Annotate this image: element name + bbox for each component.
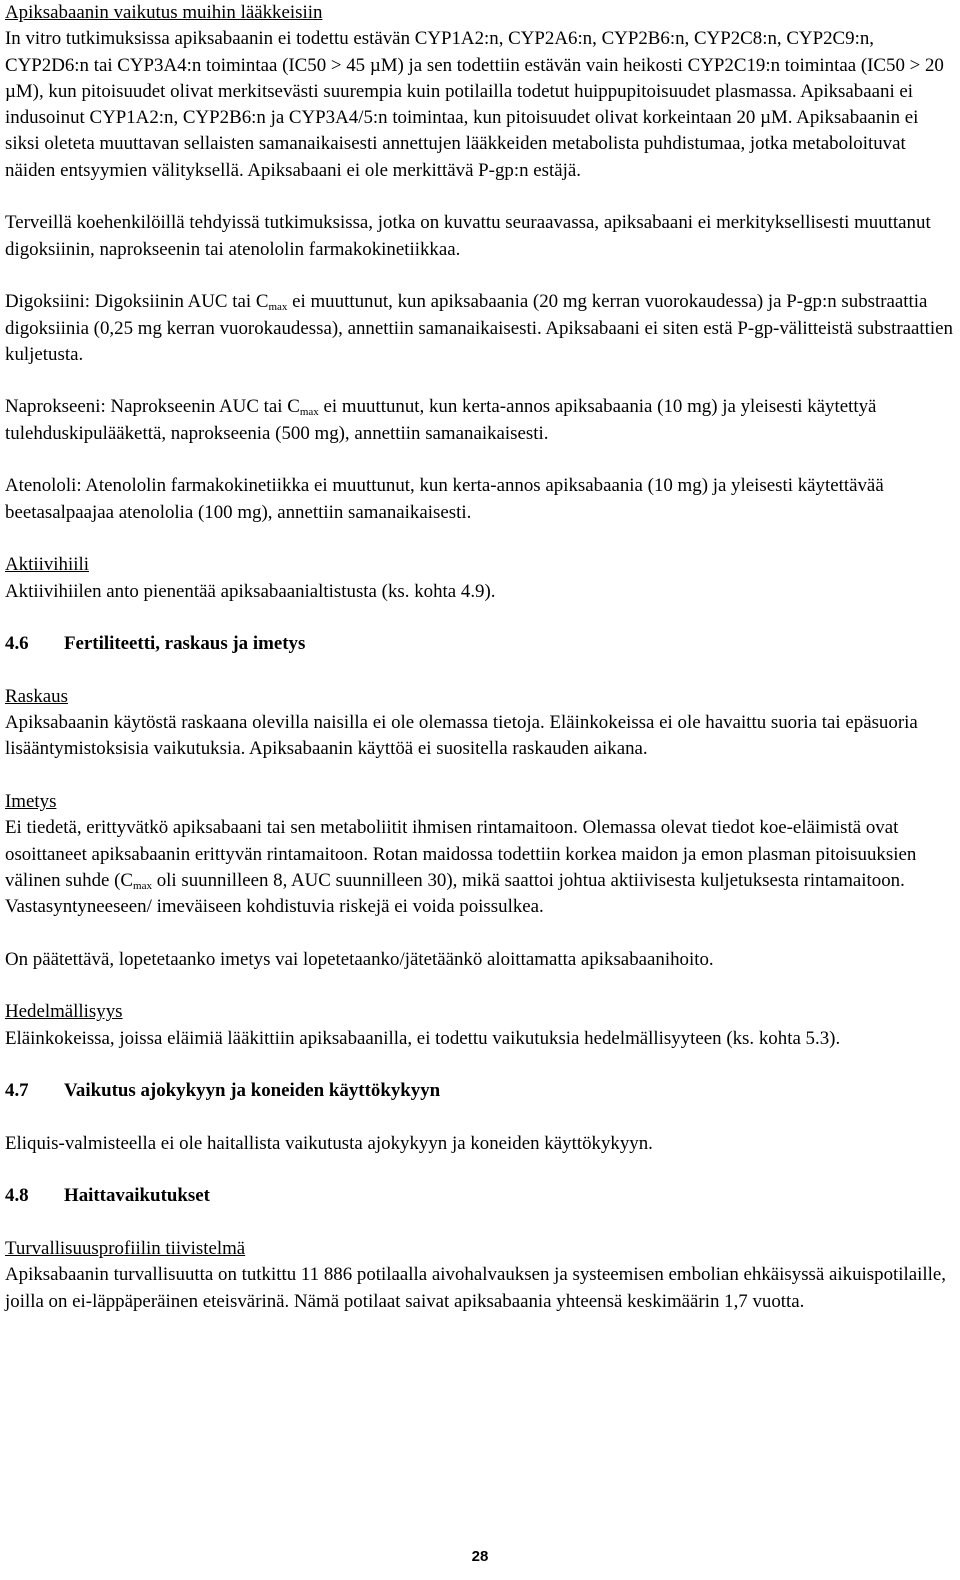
- lactation-heading: Imetys: [5, 790, 57, 812]
- pregnancy-text: Apiksabaanin käytöstä raskaana olevilla naisilla ei ole olemassa tietoja. Eläinkokeissa ei ole havaittu suoria tai epäsuoria lisääntymistoksisia vaikutuksia. Apiksabaanin käyttöä ei suositella raskauden aikana.: [5, 712, 918, 760]
- atenolol-paragraph: Atenololi: Atenololin farmakokinetiikka ei muuttunut, kun kerta-annos apiksabaania (10 mg) ja yleisesti käytettävää beetasalpaajaa atenololia (100 mg), annettiin samanaikaisesti.: [5, 475, 884, 523]
- pregnancy-heading: Raskaus: [5, 685, 68, 707]
- document-page: [5, 0, 955, 1315]
- fertility-heading: Hedelmällisyys: [5, 1001, 123, 1023]
- section-4-7-heading: [5, 1078, 955, 1104]
- safety-summary-text: Apiksabaanin turvallisuutta on tutkittu 11 886 potilaalla aivohalvauksen ja systeemisen embolian ehkäisyssä aikuispotilaille, joilla on ei-läppäperäinen eteisvärinä. Nämä potilaat saivat apiksabaania yhteensä keskimäärin 1,7 vuotta.: [5, 1264, 947, 1312]
- section-number: 4.6: [5, 633, 29, 655]
- charcoal-heading: Aktiivihiili: [5, 554, 89, 576]
- section-number: 4.8: [5, 1185, 29, 1207]
- driving-text: Eliquis-valmisteella ei ole haitallista vaikutusta ajokykyyn ja koneiden käyttökykyyn.: [5, 1132, 653, 1154]
- section-title: Fertiliteetti, raskaus ja imetys: [64, 633, 306, 655]
- section-number: 4.7: [5, 1080, 29, 1102]
- section-4-8-heading: [5, 1183, 955, 1209]
- cyp-paragraph: In vitro tutkimuksissa apiksabaanin ei todettu estävän CYP1A2:n, CYP2A6:n, CYP2B6:n, CYP2C8:n, CYP2C9:n, CYP2D6:n tai CYP3A4:n toimintaa (IC50 > 45 µM) ja sen todettiin estävän vain heikosti CYP2C19:n toimintaa (IC50 > 20 µM), kun pitoisuudet olivat merkitsevästi suurempia kuin potilailla todetut huippupitoisuudet plasmassa. Apiksabaani ei indusoinut CYP1A2:n, CYP2B6:n ja CYP3A4/5:n toimintaa, kun pitoisuudet olivat korkeintaan 20 µM. Apiksabaanin ei siksi oleteta muuttavan sellaisten samanaikaisesti annettujen lääkkeiden metabolista puhdistumaa, jotka metaboloituvat näiden entsyymien välityksellä. Apiksabaani ei ole merkittävä P-gp:n estäjä.: [5, 28, 944, 181]
- digoxin-paragraph: Digoksiini: Digoksiinin AUC tai $C_{max}$ ei muuttunut, kun apiksabaania (20 mg kerran vuorokaudessa) ja P-gp:n substraattia digoksiinia (0,25 mg kerran vuorokaudessa), annettiin samanaikaisesti. Apiksabaani ei siten estä P-gp-välitteistä substraattien kuljetusta.: [5, 291, 953, 365]
- lactation-text: Ei tiedetä, erittyvätkö apiksabaani tai sen metaboliitit ihmisen rintamaitoon. Olemassa olevat tiedot koe-eläimistä ovat osoittaneet apiksabaanin erittyvän rintamaitoon. Rotan maidossa todettiin korkea maidon ja emon plasman pitoisuuksien välinen suhde ($C_{max}$ oli suunnilleen 8, AUC suunnilleen 30), mikä saattoi johtua aktiivisesta kuljetuksesta rintamaitoon. Vastasyntyneeseen/ imeväiseen kohdistuvia riskejä ei voida poissulkea.: [5, 817, 917, 918]
- fertility-text: Eläinkokeissa, joissa eläimiä lääkittiin apiksabaanilla, ei todettu vaikutuksia hedelmällisyyteen (ks. kohta 5.3).: [5, 1027, 841, 1049]
- page-number: 28: [471, 1548, 489, 1565]
- healthy-subjects-paragraph: Terveillä koehenkilöillä tehdyissä tutkimuksissa, jotka on kuvattu seuraavassa, apiksabaani ei merkityksellisesti muuttanut digoksiinin, naprokseenin tai atenololin farmakokinetiikkaa.: [5, 212, 931, 260]
- lactation-decision: On päätettävä, lopetetaanko imetys vai lopetetaanko/jätetäänkö aloittamatta apiksabaanihoito.: [5, 948, 714, 970]
- charcoal-text: Aktiivihiilen anto pienentää apiksabaanialtistusta (ks. kohta 4.9).: [5, 580, 496, 602]
- section-4-6-heading: [5, 631, 955, 657]
- section-title: Vaikutus ajokykyyn ja koneiden käyttökykyyn: [64, 1080, 441, 1102]
- naproxen-paragraph: Naprokseeni: Naprokseenin AUC tai $C_{max}$ ei muuttunut, kun kerta-annos apiksabaania (10 mg) ja yleisesti käytettyä tulehduskipulääkettä, naprokseenia (500 mg), annettiin samanaikaisesti.: [5, 396, 877, 444]
- safety-summary-heading: Turvallisuusprofiilin tiivistelmä: [5, 1237, 246, 1259]
- interactions-heading: Apiksabaanin vaikutus muihin lääkkeisiin: [5, 2, 323, 23]
- section-title: Haittavaikutukset: [64, 1185, 210, 1207]
